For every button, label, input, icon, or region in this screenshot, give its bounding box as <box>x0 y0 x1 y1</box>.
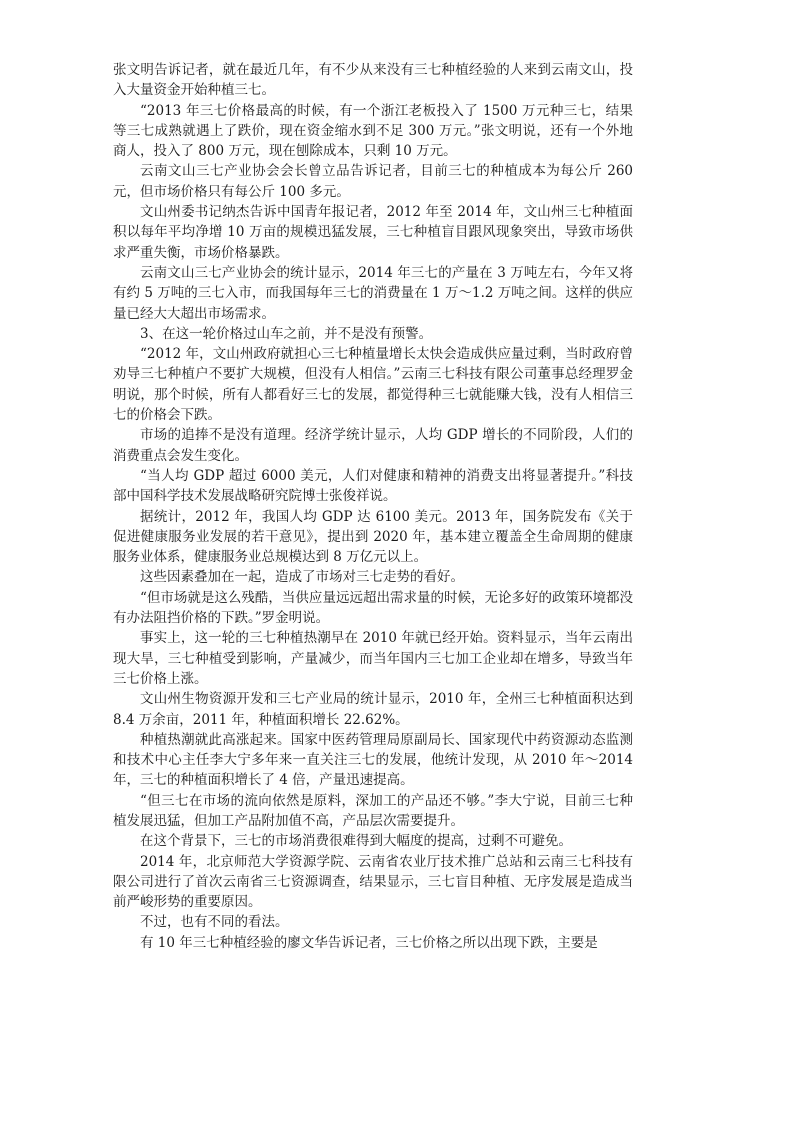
paragraph-17: 在这个背景下，三七的市场消费很难得到大幅度的提高，过剩不可避免。 <box>140 833 572 850</box>
paragraph-6: 3、在这一轮价格过山车之前，并不是没有预警。 <box>140 325 433 342</box>
paragraph-7: “2012 年，文山州政府就担心三七种植量增长太快会造成供应量过剩，当时政府曾劝导三七种植户不要扩大规模，但没有人相信。”云南三七科技有限公司董事总经理罗金明说，那个时候，所有人都看好三七的发展，都觉得种三七就能赚大钱，没有人相信三七的价格会下跌。 <box>113 346 633 424</box>
article-body <box>113 60 633 953</box>
paragraph-4: 文山州委书记纳杰告诉中国青年报记者，2012 年至 2014 年，文山州三七种植面积以每年平均净增 10 万亩的规模迅猛发展，三七种植盲目跟风现象突出，导致市场供求严重失衡，市场价格暴跌。 <box>113 204 633 261</box>
paragraph-5: 云南文山三七产业协会的统计显示，2014 年三七的产量在 3 万吨左右，今年又将有约 5 万吨的三七入市，而我国每年三七的消费量在 1 万～1.2 万吨之间。这样的供应量已经大大超出市场需求。 <box>113 264 633 322</box>
paragraph-10: 据统计，2012 年，我国人均 GDP 达 6100 美元。2013 年，国务院发布《关于促进健康服务业发展的若干意见》，提出到 2020 年，基本建立覆盖全生命周期的健康服务业体系，健康服务业总规模达到 8 万亿元以上。 <box>113 508 633 566</box>
paragraph-9: “当人均 GDP 超过 6000 美元，人们对健康和精神的消费支出将显著提升。”科技部中国科学技术发展战略研究院博士张俊祥说。 <box>113 467 633 505</box>
paragraph-15: 种植热潮就此高涨起来。国家中医药管理局原副局长、国家现代中药资源动态监测和技术中心主任李大宁多年来一直关注三七的发展，他统计发现，从 2010 年～2014 年，三七的种植面积增长了 4 倍，产量迅速提高。 <box>113 731 633 789</box>
paragraph-3: 云南文山三七产业协会会长曾立品告诉记者，目前三七的种植成本为每公斤 260 元，但市场价格只有每公斤 100 多元。 <box>113 163 633 200</box>
paragraph-19: 不过，也有不同的看法。 <box>140 914 289 931</box>
paragraph-14: 文山州生物资源开发和三七产业局的统计显示，2010 年，全州三七种植面积达到 8.4 万余亩，2011 年，种植面积增长 22.62%。 <box>113 691 633 728</box>
paragraph-13: 事实上，这一轮的三七种植热潮早在 2010 年就已经开始。资料显示，当年云南出现大旱，三七种植受到影响，产量减少，而当年国内三七加工企业却在增多，导致当年三七价格上涨。 <box>113 630 633 687</box>
paragraph-8: 市场的追捧不是没有道理。经济学统计显示，人均 GDP 增长的不同阶段，人们的消费重点会发生变化。 <box>113 427 633 464</box>
paragraph-18: 2014 年，北京师范大学资源学院、云南省农业厅技术推广总站和云南三七科技有限公司进行了首次云南省三七资源调查，结果显示，三七盲目种植、无序发展是造成当前严峻形势的重要原因。 <box>113 853 633 911</box>
paragraph-11: 这些因素叠加在一起，造成了市场对三七走势的看好。 <box>140 569 464 586</box>
paragraph-16: “但三七在市场的流向依然是原料，深加工的产品还不够。”李大宁说，目前三七种植发展迅猛，但加工产品附加值不高，产品层次需要提升。 <box>113 792 633 829</box>
paragraph-1: 张文明告诉记者，就在最近几年，有不少从来没有三七种植经验的人来到云南文山，投入大量资金开始种植三七。 <box>113 62 633 99</box>
paragraph-2: “2013 年三七价格最高的时候，有一个浙江老板投入了 1500 万元种三七，结果等三七成熟就遇上了跌价，现在资金缩水到不足 300 万元。”张文明说，还有一个外地商人，投入了 800 万元，现在刨除成本，只剩 10 万元。 <box>113 102 633 160</box>
paragraph-20: 有 10 年三七种植经验的廖文华告诉记者，三七价格之所以出现下跌，主要是 <box>140 934 598 951</box>
paragraph-12: “但市场就是这么残酷，当供应量远远超出需求量的时候，无论多好的政策环境都没有办法阻挡价格的下跌。”罗金明说。 <box>113 589 633 627</box>
